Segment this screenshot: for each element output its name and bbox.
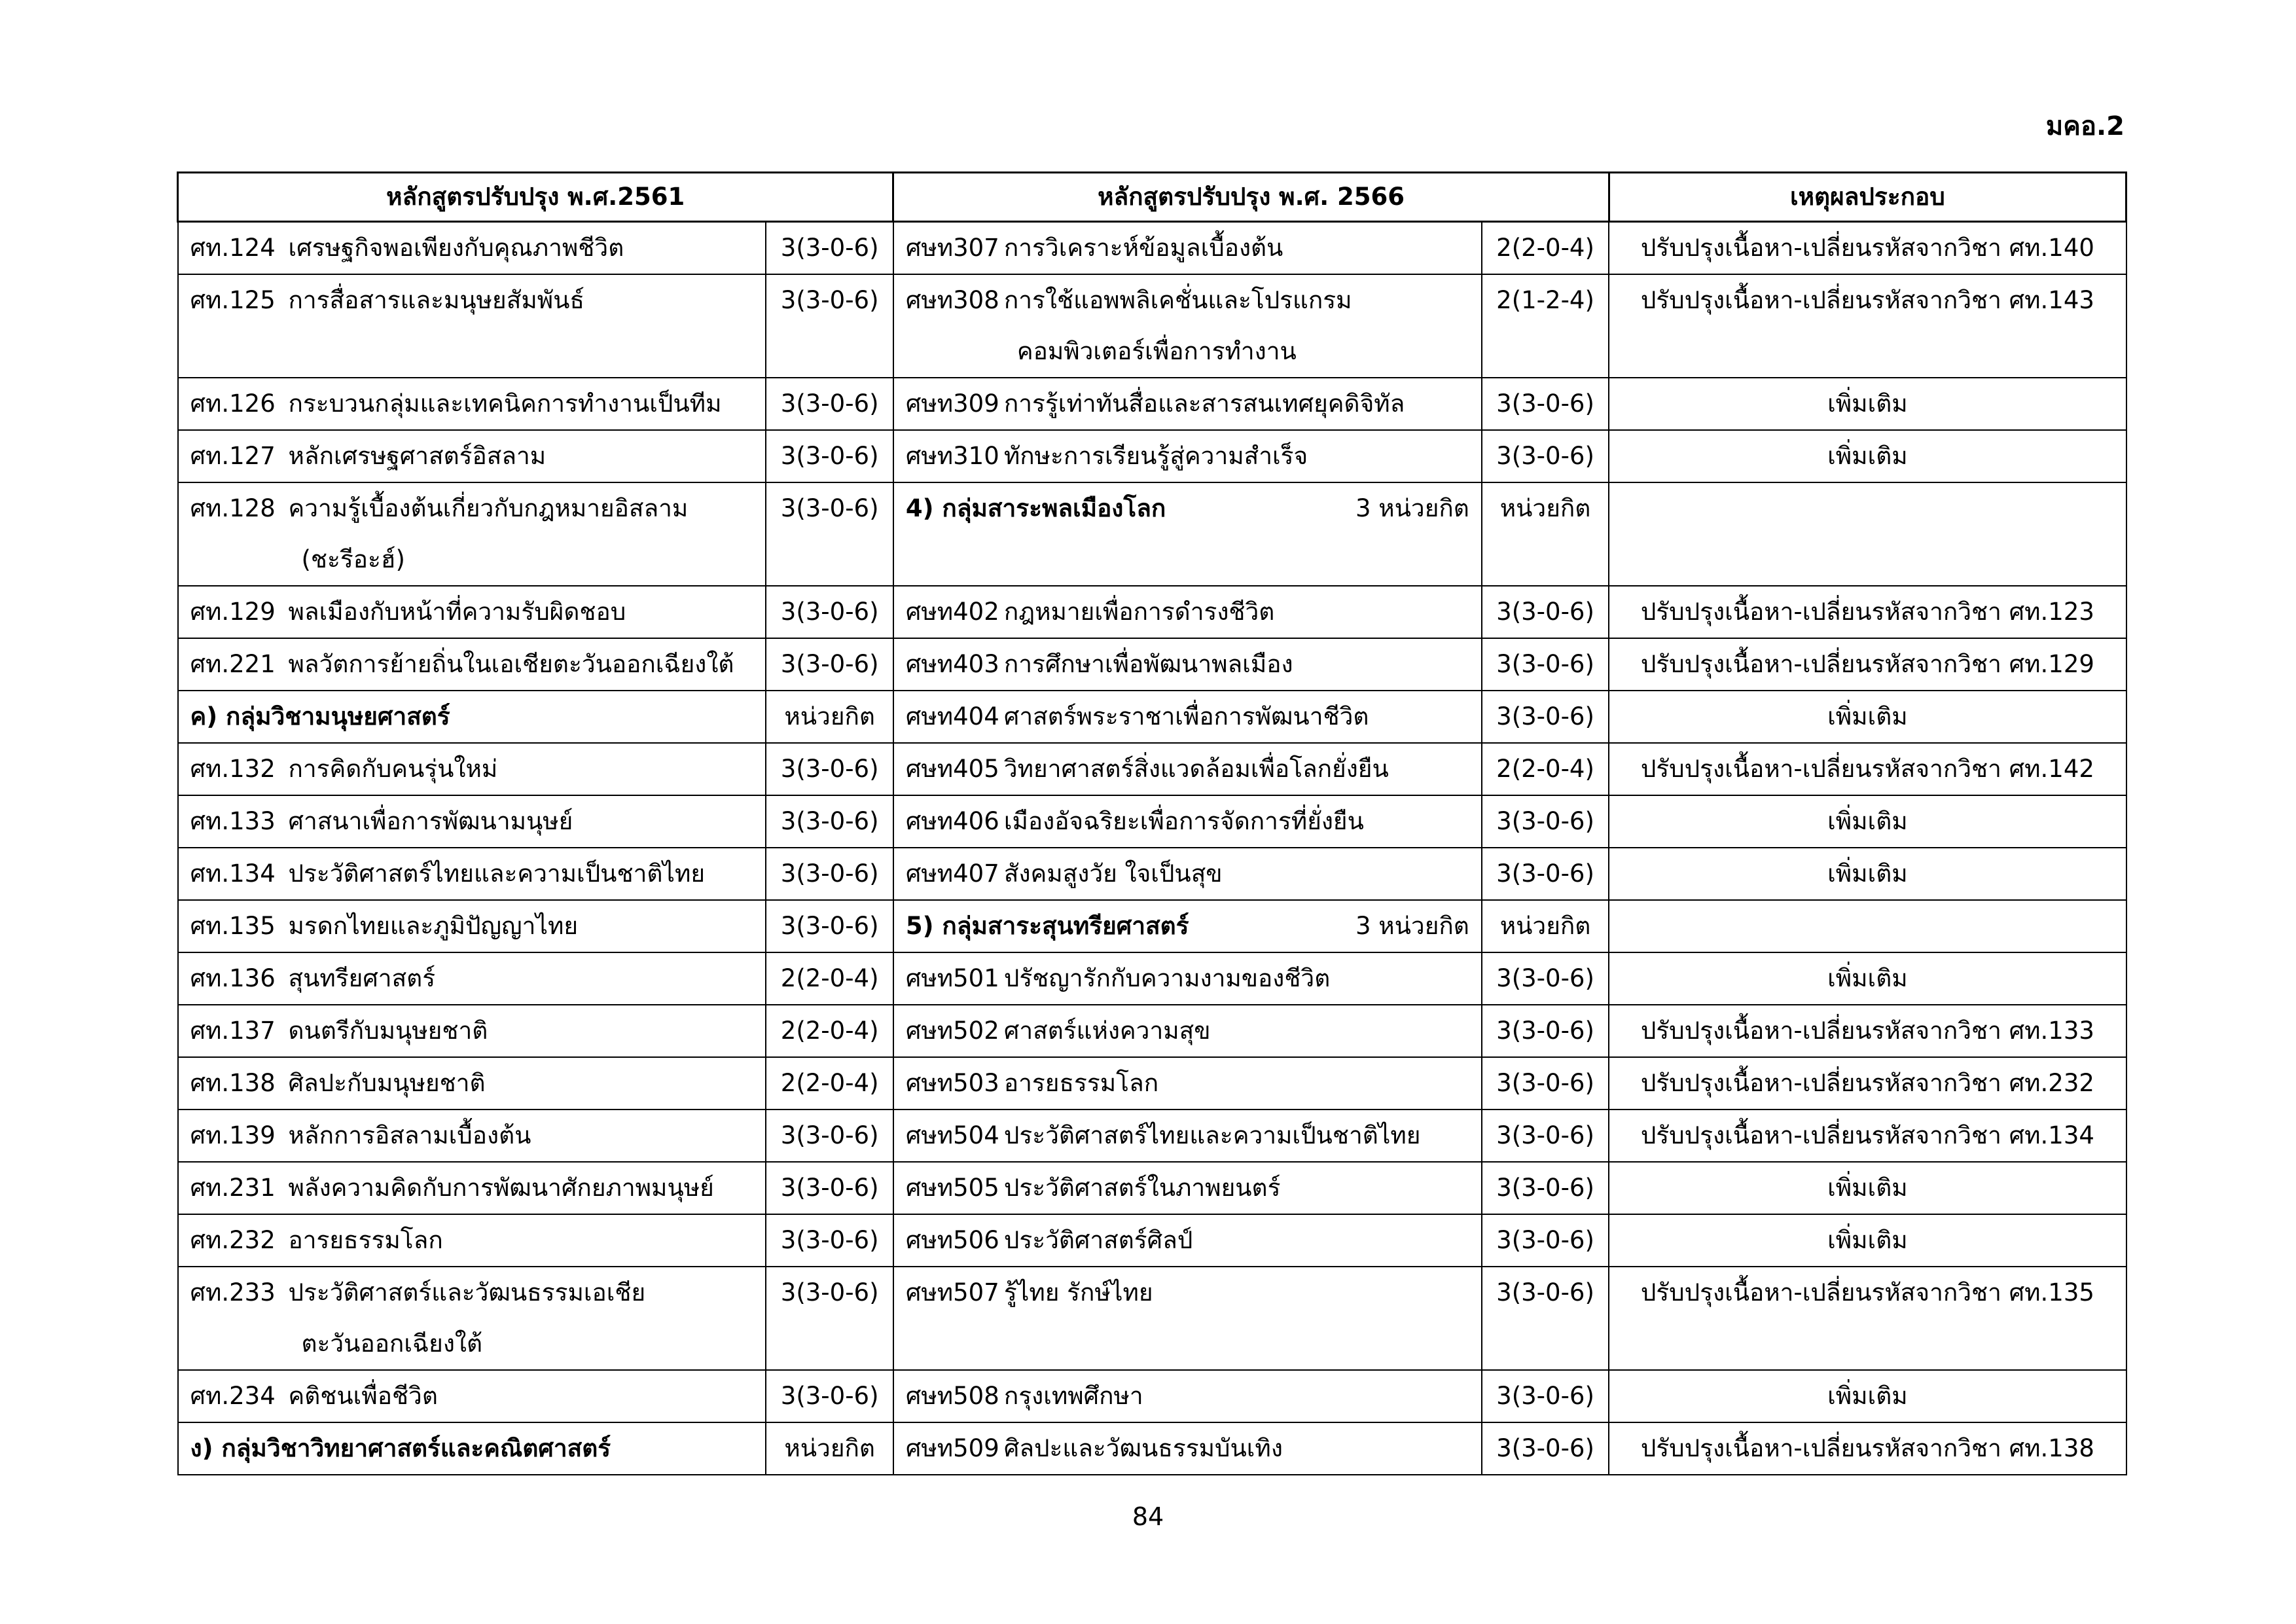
old-course-name: การสื่อสารและมนุษยสัมพันธ์ <box>288 286 584 314</box>
table-row <box>178 1057 2126 1110</box>
reason-cell <box>1609 482 2126 586</box>
new-course-code: ศษท405 <box>905 755 999 783</box>
document-code: มคอ.2 <box>2045 111 2125 141</box>
old-credit-cell: 3(3-0-6) <box>766 743 893 795</box>
new-credit-cell: 3(3-0-6) <box>1482 848 1609 900</box>
table-row <box>178 952 2126 1005</box>
new-credit-cell: 3(3-0-6) <box>1482 638 1609 691</box>
old-group-heading: ค) กลุ่มวิชามนุษยศาสตร์ <box>190 702 450 731</box>
new-course-code: ศษท505 <box>905 1174 999 1202</box>
old-course-cell <box>178 1005 766 1057</box>
old-credit-cell: 3(3-0-6) <box>766 274 893 378</box>
new-course-cell <box>893 1110 1482 1162</box>
new-course-code: ศษท506 <box>905 1226 999 1254</box>
old-credit-cell: 3(3-0-6) <box>766 430 893 482</box>
old-course-code: ศท.232 <box>190 1226 276 1254</box>
table-row <box>178 586 2126 638</box>
old-course-cell <box>178 222 766 275</box>
new-course-code: ศษท406 <box>905 807 999 835</box>
new-course-code: ศษท407 <box>905 859 999 888</box>
new-credit-cell: 3(3-0-6) <box>1482 1162 1609 1214</box>
old-course-cell <box>178 848 766 900</box>
new-course-name: ศาสตร์แห่งความสุข <box>1003 1017 1211 1045</box>
old-credit-cell: 3(3-0-6) <box>766 638 893 691</box>
new-course-name: เมืองอัจฉริยะเพื่อการจัดการที่ยั่งยืน <box>1003 807 1364 835</box>
table-row <box>178 1005 2126 1057</box>
reason-cell: เพิ่มเติม <box>1609 430 2126 482</box>
old-course-cell <box>178 1267 766 1370</box>
old-credit-cell: 3(3-0-6) <box>766 586 893 638</box>
table-row <box>178 795 2126 848</box>
old-course-code: ศท.135 <box>190 912 276 940</box>
new-course-name: ศาสตร์พระราชาเพื่อการพัฒนาชีวิต <box>1003 702 1369 731</box>
table-body <box>178 222 2126 1475</box>
reason-cell: ปรับปรุงเนื้อหา-เปลี่ยนรหัสจากวิชา ศท.143 <box>1609 274 2126 378</box>
old-course-cell <box>178 274 766 378</box>
old-course-cell <box>178 430 766 482</box>
new-credit-cell: 3(3-0-6) <box>1482 1267 1609 1370</box>
new-course-name: อารยธรรมโลก <box>1003 1069 1159 1097</box>
new-credit-cell: 3(3-0-6) <box>1482 795 1609 848</box>
old-credit-cell: 3(3-0-6) <box>766 1214 893 1267</box>
new-course-cell <box>893 691 1482 743</box>
new-course-cell <box>893 1370 1482 1422</box>
old-course-cell <box>178 691 766 743</box>
new-credit-cell: 3(3-0-6) <box>1482 586 1609 638</box>
old-course-name: ประวัติศาสตร์และวัฒนธรรมเอเชีย <box>288 1278 646 1307</box>
new-group-heading: 4) กลุ่มสาระพลเมืองโลก <box>905 494 1166 522</box>
new-course-name: ทักษะการเรียนรู้สู่ความสำเร็จ <box>1003 442 1308 470</box>
old-credit-cell: 2(2-0-4) <box>766 1005 893 1057</box>
table-row <box>178 638 2126 691</box>
new-course-name: กฎหมายเพื่อการดำรงชีวิต <box>1003 598 1275 626</box>
table-row <box>178 1214 2126 1267</box>
old-course-code: ศท.221 <box>190 650 276 678</box>
new-course-code: ศษท309 <box>905 389 999 418</box>
old-course-name-cont: ตะวันออกเฉียงใต้ <box>301 1329 483 1358</box>
new-course-name: รู้ไทย รักษ์ไทย <box>1003 1278 1153 1307</box>
old-credit-cell: 3(3-0-6) <box>766 1267 893 1370</box>
reason-cell: ปรับปรุงเนื้อหา-เปลี่ยนรหัสจากวิชา ศท.129 <box>1609 638 2126 691</box>
table-row <box>178 1267 2126 1370</box>
new-credit-cell: 3(3-0-6) <box>1482 691 1609 743</box>
header-reason: เหตุผลประกอบ <box>1609 173 2126 222</box>
old-course-name: เศรษฐกิจพอเพียงกับคุณภาพชีวิต <box>288 234 624 262</box>
new-group-units: 3 หน่วยกิต <box>1355 494 1469 522</box>
new-credit-cell: 3(3-0-6) <box>1482 430 1609 482</box>
old-credit-cell: 3(3-0-6) <box>766 482 893 586</box>
old-credit-cell: หน่วยกิต <box>766 1422 893 1475</box>
new-credit-cell: 3(3-0-6) <box>1482 378 1609 430</box>
new-credit-cell: 3(3-0-6) <box>1482 1422 1609 1475</box>
old-course-code: ศท.134 <box>190 859 276 888</box>
new-course-cell <box>893 1422 1482 1475</box>
new-course-code: ศษท508 <box>905 1382 999 1410</box>
old-course-name: อารยธรรมโลก <box>288 1226 443 1254</box>
old-course-name: หลักเศรษฐศาสตร์อิสลาม <box>288 442 547 470</box>
reason-cell: เพิ่มเติม <box>1609 1162 2126 1214</box>
old-credit-cell: 3(3-0-6) <box>766 1110 893 1162</box>
new-credit-cell: 3(3-0-6) <box>1482 1214 1609 1267</box>
old-credit-cell: 2(2-0-4) <box>766 952 893 1005</box>
old-course-cell <box>178 586 766 638</box>
old-course-cell <box>178 743 766 795</box>
new-group-heading: 5) กลุ่มสาระสุนทรียศาสตร์ <box>905 912 1189 940</box>
old-credit-cell: 3(3-0-6) <box>766 900 893 952</box>
new-course-code: ศษท501 <box>905 964 999 992</box>
reason-cell: เพิ่มเติม <box>1609 795 2126 848</box>
reason-cell: ปรับปรุงเนื้อหา-เปลี่ยนรหัสจากวิชา ศท.135 <box>1609 1267 2126 1370</box>
old-course-name: พลังความคิดกับการพัฒนาศักยภาพมนุษย์ <box>288 1174 714 1202</box>
table-row <box>178 430 2126 482</box>
reason-cell: ปรับปรุงเนื้อหา-เปลี่ยนรหัสจากวิชา ศท.140 <box>1609 222 2126 275</box>
old-credit-cell: 3(3-0-6) <box>766 378 893 430</box>
new-course-cell <box>893 900 1482 952</box>
header-new-curriculum: หลักสูตรปรับปรุง พ.ศ. 2566 <box>893 173 1609 222</box>
new-course-cell <box>893 378 1482 430</box>
old-course-name: ศาสนาเพื่อการพัฒนามนุษย์ <box>288 807 573 835</box>
new-course-name: สังคมสูงวัย ใจเป็นสุข <box>1003 859 1223 888</box>
old-course-cell <box>178 378 766 430</box>
reason-cell: ปรับปรุงเนื้อหา-เปลี่ยนรหัสจากวิชา ศท.142 <box>1609 743 2126 795</box>
old-course-code: ศท.233 <box>190 1278 276 1307</box>
old-course-cell <box>178 482 766 586</box>
new-course-cell <box>893 795 1482 848</box>
new-credit-cell: 3(3-0-6) <box>1482 952 1609 1005</box>
reason-cell: ปรับปรุงเนื้อหา-เปลี่ยนรหัสจากวิชา ศท.232 <box>1609 1057 2126 1110</box>
new-course-cell <box>893 1005 1482 1057</box>
table-header-row <box>178 173 2126 222</box>
old-course-cell <box>178 1214 766 1267</box>
old-course-code: ศท.127 <box>190 442 276 470</box>
new-course-cell <box>893 586 1482 638</box>
old-credit-cell: 3(3-0-6) <box>766 1162 893 1214</box>
new-course-cell <box>893 222 1482 275</box>
new-course-name: ประวัติศาสตร์ศิลป์ <box>1003 1226 1193 1254</box>
old-course-code: ศท.128 <box>190 494 276 522</box>
new-course-code: ศษท509 <box>905 1434 999 1462</box>
old-credit-cell: 3(3-0-6) <box>766 848 893 900</box>
old-course-code: ศท.133 <box>190 807 276 835</box>
old-course-code: ศท.129 <box>190 598 276 626</box>
old-course-name: ดนตรีกับมนุษยชาติ <box>288 1017 488 1045</box>
old-course-code: ศท.124 <box>190 234 276 262</box>
new-course-name: วิทยาศาสตร์สิ่งแวดล้อมเพื่อโลกยั่งยืน <box>1003 755 1389 783</box>
new-course-cell <box>893 952 1482 1005</box>
new-course-cell <box>893 430 1482 482</box>
reason-cell: ปรับปรุงเนื้อหา-เปลี่ยนรหัสจากวิชา ศท.134 <box>1609 1110 2126 1162</box>
reason-cell <box>1609 900 2126 952</box>
reason-cell: ปรับปรุงเนื้อหา-เปลี่ยนรหัสจากวิชา ศท.133 <box>1609 1005 2126 1057</box>
old-course-name: การคิดกับคนรุ่นใหม่ <box>288 755 498 783</box>
new-course-cell <box>893 1214 1482 1267</box>
old-course-cell <box>178 900 766 952</box>
new-course-code: ศษท503 <box>905 1069 999 1097</box>
old-course-name: มรดกไทยและภูมิปัญญาไทย <box>288 912 579 940</box>
old-course-code: ศท.139 <box>190 1121 276 1149</box>
old-course-name: ศิลปะกับมนุษยชาติ <box>288 1069 486 1097</box>
reason-cell: ปรับปรุงเนื้อหา-เปลี่ยนรหัสจากวิชา ศท.123 <box>1609 586 2126 638</box>
new-course-name-cont: คอมพิวเตอร์เพื่อการทำงาน <box>1016 337 1297 365</box>
new-course-code: ศษท504 <box>905 1121 999 1149</box>
new-group-units: 3 หน่วยกิต <box>1355 912 1469 940</box>
old-course-name: ความรู้เบื้องต้นเกี่ยวกับกฎหมายอิสลาม <box>288 494 689 522</box>
old-course-cell <box>178 952 766 1005</box>
new-course-cell <box>893 1267 1482 1370</box>
table-row <box>178 1110 2126 1162</box>
new-course-name: กรุงเทพศึกษา <box>1003 1382 1143 1410</box>
new-credit-cell: 2(2-0-4) <box>1482 743 1609 795</box>
reason-cell: เพิ่มเติม <box>1609 1214 2126 1267</box>
new-course-code: ศษท402 <box>905 598 999 626</box>
old-course-code: ศท.126 <box>190 389 276 418</box>
new-course-cell <box>893 848 1482 900</box>
old-course-name: พลวัตการย้ายถิ่นในเอเชียตะวันออกเฉียงใต้ <box>288 650 734 678</box>
new-course-cell <box>893 638 1482 691</box>
new-course-name: ศิลปะและวัฒนธรรมบันเทิง <box>1003 1434 1283 1462</box>
table-row <box>178 1370 2126 1422</box>
table-row <box>178 378 2126 430</box>
old-course-name: คติชนเพื่อชีวิต <box>288 1382 438 1410</box>
old-course-name: พลเมืองกับหน้าที่ความรับผิดชอบ <box>288 598 626 626</box>
new-course-cell <box>893 743 1482 795</box>
new-course-cell <box>893 482 1482 586</box>
old-course-code: ศท.125 <box>190 286 276 314</box>
reason-cell: เพิ่มเติม <box>1609 848 2126 900</box>
page-number: 84 <box>1132 1502 1164 1531</box>
old-course-code: ศท.138 <box>190 1069 276 1097</box>
new-course-code: ศษท404 <box>905 702 999 731</box>
table-row <box>178 743 2126 795</box>
old-course-cell <box>178 638 766 691</box>
new-course-name: การวิเคราะห์ข้อมูลเบื้องต้น <box>1003 234 1283 262</box>
reason-cell: เพิ่มเติม <box>1609 952 2126 1005</box>
new-course-code: ศษท308 <box>905 286 999 314</box>
old-course-code: ศท.231 <box>190 1174 276 1202</box>
table-row <box>178 1422 2126 1475</box>
old-course-cell <box>178 1110 766 1162</box>
table-row <box>178 222 2126 275</box>
old-course-name: กระบวนกลุ่มและเทคนิคการทำงานเป็นทีม <box>288 389 722 418</box>
new-course-code: ศษท307 <box>905 234 999 262</box>
new-course-name: การศึกษาเพื่อพัฒนาพลเมือง <box>1003 650 1293 678</box>
new-course-name: การรู้เท่าทันสื่อและสารสนเทศยุคดิจิทัล <box>1003 389 1405 418</box>
old-credit-cell: 3(3-0-6) <box>766 222 893 275</box>
reason-cell: เพิ่มเติม <box>1609 378 2126 430</box>
curriculum-comparison-table <box>177 171 2127 1475</box>
new-credit-cell: 2(1-2-4) <box>1482 274 1609 378</box>
reason-cell: เพิ่มเติม <box>1609 1370 2126 1422</box>
old-course-name: สุนทรียศาสตร์ <box>288 964 436 992</box>
old-group-heading: ง) กลุ่มวิชาวิทยาศาสตร์และคณิตศาสตร์ <box>190 1434 611 1462</box>
old-course-name: หลักการอิสลามเบื้องต้น <box>288 1121 531 1149</box>
old-course-name: ประวัติศาสตร์ไทยและความเป็นชาติไทย <box>288 859 706 888</box>
reason-cell: ปรับปรุงเนื้อหา-เปลี่ยนรหัสจากวิชา ศท.138 <box>1609 1422 2126 1475</box>
new-course-code: ศษท502 <box>905 1017 999 1045</box>
table-row <box>178 900 2126 952</box>
table-row <box>178 848 2126 900</box>
new-credit-cell: 3(3-0-6) <box>1482 1370 1609 1422</box>
new-course-code: ศษท310 <box>905 442 999 470</box>
old-course-code: ศท.132 <box>190 755 276 783</box>
table-row <box>178 274 2126 378</box>
table-row <box>178 482 2126 586</box>
old-course-cell <box>178 795 766 848</box>
table-row <box>178 691 2126 743</box>
new-credit-cell: หน่วยกิต <box>1482 482 1609 586</box>
new-course-cell <box>893 1057 1482 1110</box>
old-course-code: ศท.136 <box>190 964 276 992</box>
old-credit-cell: หน่วยกิต <box>766 691 893 743</box>
new-credit-cell: 3(3-0-6) <box>1482 1110 1609 1162</box>
old-course-cell <box>178 1370 766 1422</box>
old-course-cell <box>178 1162 766 1214</box>
new-course-name: ประวัติศาสตร์ในภาพยนตร์ <box>1003 1174 1281 1202</box>
old-course-code: ศท.234 <box>190 1382 276 1410</box>
old-credit-cell: 3(3-0-6) <box>766 1370 893 1422</box>
reason-cell: เพิ่มเติม <box>1609 691 2126 743</box>
new-credit-cell: 3(3-0-6) <box>1482 1005 1609 1057</box>
new-course-name: ประวัติศาสตร์ไทยและความเป็นชาติไทย <box>1003 1121 1421 1149</box>
new-course-cell <box>893 1162 1482 1214</box>
new-course-code: ศษท507 <box>905 1278 999 1307</box>
old-credit-cell: 2(2-0-4) <box>766 1057 893 1110</box>
table-row <box>178 1162 2126 1214</box>
new-course-name: ปรัชญารักกับความงามของชีวิต <box>1003 964 1331 992</box>
old-course-name-cont: (ชะรีอะฮ์) <box>301 545 405 573</box>
old-course-code: ศท.137 <box>190 1017 276 1045</box>
new-course-cell <box>893 274 1482 378</box>
new-credit-cell: 2(2-0-4) <box>1482 222 1609 275</box>
old-course-cell <box>178 1057 766 1110</box>
new-course-name: การใช้แอพพลิเคชั่นและโปรแกรม <box>1003 286 1352 314</box>
new-credit-cell: 3(3-0-6) <box>1482 1057 1609 1110</box>
new-course-code: ศษท403 <box>905 650 999 678</box>
header-old-curriculum: หลักสูตรปรับปรุง พ.ศ.2561 <box>178 173 893 222</box>
old-course-cell <box>178 1422 766 1475</box>
new-credit-cell: หน่วยกิต <box>1482 900 1609 952</box>
old-credit-cell: 3(3-0-6) <box>766 795 893 848</box>
